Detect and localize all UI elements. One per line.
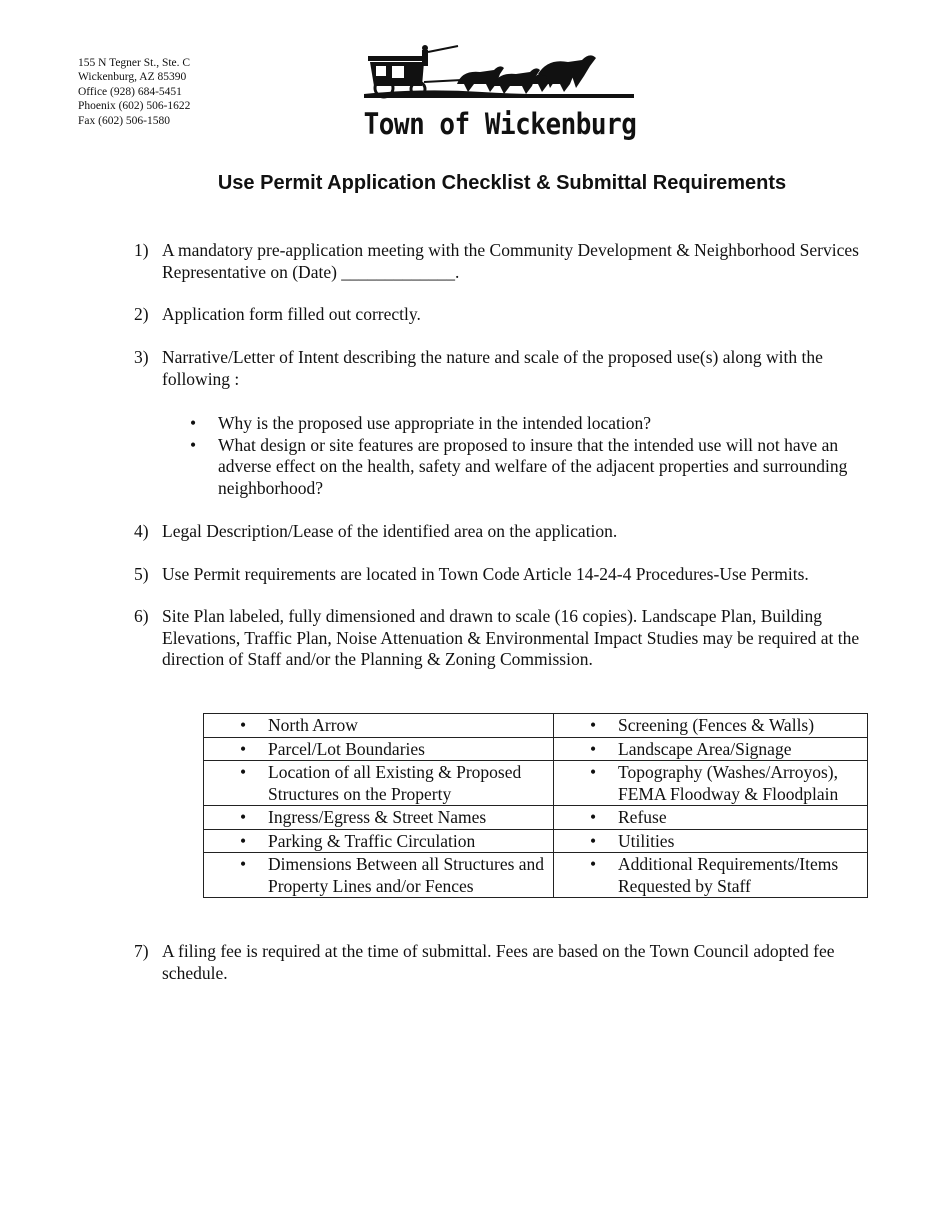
table-cell (554, 806, 868, 830)
item-text: Narrative/Letter of Intent describing the nature and scale of the proposed use(s) along with the following : (162, 347, 823, 389)
cell-text: Location of all Existing & Proposed Structures on the Property (268, 762, 522, 804)
table-cell (554, 714, 868, 738)
logo-wordmark: Town of Wickenburg (363, 108, 637, 142)
list-item (190, 435, 870, 500)
item-text: A filing fee is required at the time of submittal. Fees are based on the Town Council adopted fee schedule. (162, 941, 835, 983)
list-item (190, 413, 870, 435)
cell-text: Landscape Area/Signage (618, 738, 792, 759)
address-phoenix-phone: Phoenix (602) 506-1622 (78, 100, 191, 113)
bullet-icon: • (590, 738, 597, 759)
table-cell (554, 737, 868, 761)
table-cell (204, 853, 554, 898)
cell-text: Parcel/Lot Boundaries (268, 738, 425, 759)
address-office-phone: Office (928) 684-5451 (78, 85, 182, 98)
site-plan-requirements-table (203, 713, 868, 898)
table-row (204, 737, 868, 761)
table-row (204, 853, 868, 898)
table-row (204, 829, 868, 853)
table-cell (204, 806, 554, 830)
item-number: 7) (134, 941, 149, 961)
item-text: Legal Description/Lease of the identified area on the application. (162, 521, 618, 541)
item-text: A mandatory pre-application meeting with the Community Development & Neighborhood Services Representative on (Date) _____________. (162, 240, 859, 282)
cell-text: Ingress/Egress & Street Names (268, 807, 487, 827)
checklist-item-3 (134, 347, 874, 390)
table-cell (204, 829, 554, 853)
address-city: Wickenburg, AZ 85390 (78, 71, 187, 84)
narrative-bullet-list (190, 413, 870, 499)
bullet-icon: • (240, 738, 247, 759)
bullet-icon: • (240, 715, 247, 735)
bullet-icon: • (590, 854, 597, 874)
cell-text: North Arrow (268, 715, 358, 735)
item-number: 5) (134, 564, 149, 584)
page-title: Use Permit Application Checklist & Submittal Requirements (217, 172, 787, 194)
table-cell (554, 761, 868, 806)
checklist-item-6 (134, 606, 874, 671)
address-fax: Fax (602) 506-1580 (78, 114, 170, 127)
cell-text: Refuse (618, 807, 667, 827)
table-row (204, 761, 868, 806)
item-number: 6) (134, 606, 149, 626)
table-cell (554, 829, 868, 853)
bullet-icon: • (240, 830, 247, 851)
item-number: 3) (134, 347, 149, 367)
table-row (204, 714, 868, 738)
table-cell (204, 761, 554, 806)
bullet-icon: • (590, 830, 597, 851)
bullet-text: Why is the proposed use appropriate in the intended location? (218, 413, 651, 433)
cell-text: Screening (Fences & Walls) (618, 715, 815, 735)
item-number: 2) (134, 304, 149, 324)
cell-text: Additional Requirements/Items Requested by Staff (618, 854, 839, 896)
table-cell (204, 714, 554, 738)
checklist-item-2 (134, 304, 874, 326)
cell-text: Parking & Traffic Circulation (268, 830, 476, 851)
item-number: 4) (134, 521, 149, 541)
bullet-icon: • (190, 413, 197, 433)
checklist-item-5 (134, 564, 874, 586)
table-cell (554, 853, 868, 898)
item-text: Application form filled out correctly. (162, 304, 421, 324)
cell-text: Topography (Washes/Arroyos), FEMA Floodway & Floodplain (618, 762, 839, 804)
checklist-item-1 (134, 240, 874, 283)
address-street: 155 N Tegner St., Ste. C (78, 57, 191, 69)
item-number: 1) (134, 240, 149, 260)
checklist-item-7 (134, 941, 874, 984)
bullet-icon: • (590, 807, 597, 827)
office-address-block (78, 56, 190, 128)
town-logo (362, 44, 638, 142)
table-row (204, 806, 868, 830)
item-text: Site Plan labeled, fully dimensioned and drawn to scale (16 copies). Landscape Plan, Building Elevations, Traffic Plan, Noise Attenuation & Environmental Impact Studies may be required at the direction of Staff and/or the Planning & Zoning Commission. (162, 606, 860, 669)
bullet-icon: • (240, 807, 247, 827)
cell-text: Utilities (618, 830, 675, 851)
bullet-icon: • (590, 762, 597, 782)
bullet-icon: • (190, 434, 197, 455)
bullet-text: What design or site features are proposed to insure that the intended use will not have an adverse effect on the health, safety and welfare of the adjacent properties and surrounding neighborhood? (218, 434, 848, 498)
checklist-item-4 (134, 521, 874, 543)
bullet-icon: • (590, 715, 597, 735)
item-text: Use Permit requirements are located in Town Code Article 14-24-4 Procedures-Use Permits. (162, 564, 809, 584)
bullet-icon: • (240, 854, 247, 874)
table-cell (204, 737, 554, 761)
bullet-icon: • (240, 762, 247, 782)
stagecoach-icon (362, 44, 638, 106)
cell-text: Dimensions Between all Structures and Property Lines and/or Fences (268, 854, 545, 896)
